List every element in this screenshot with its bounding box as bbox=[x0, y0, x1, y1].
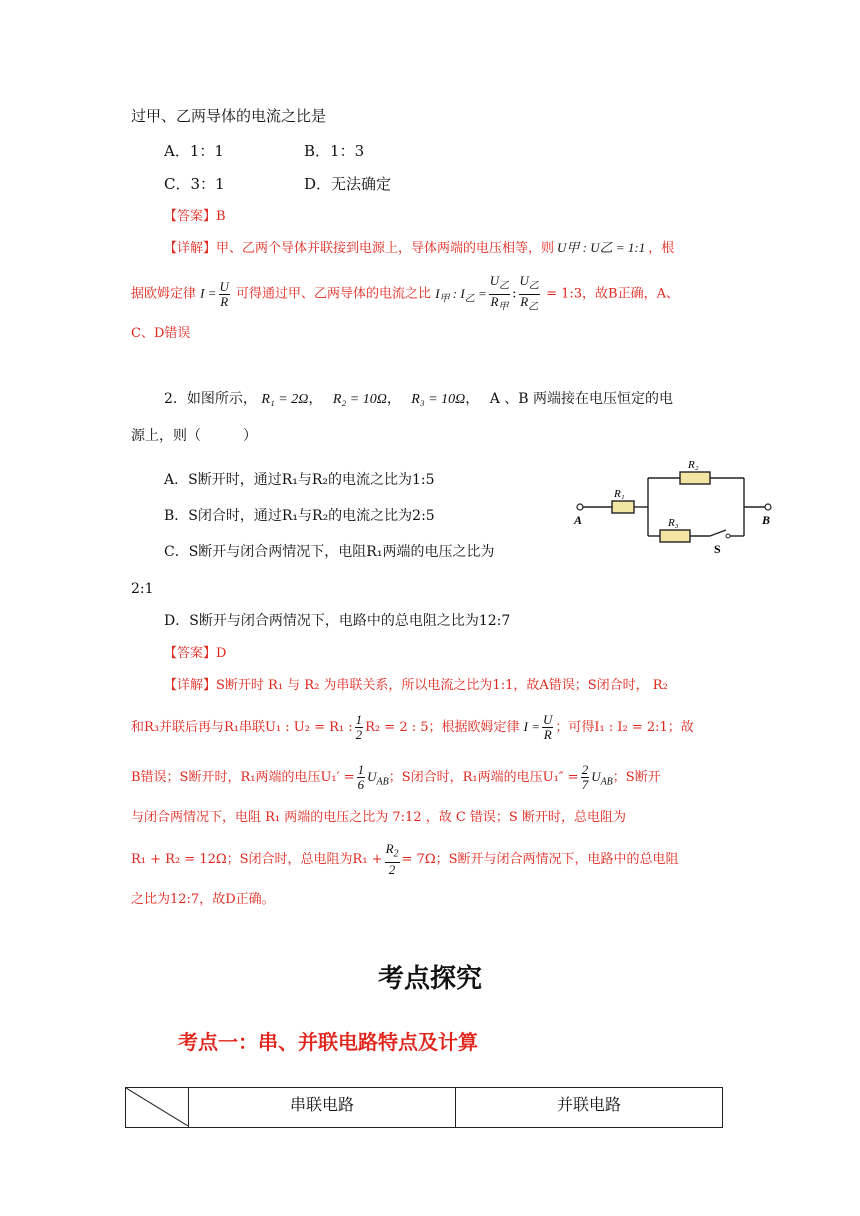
label-b: B bbox=[762, 513, 771, 527]
q2-detail-line1: 【详解】S断开时 R₁ 与 R₂ 为串联关系，所以电流之比为1:1，故A错误；S闭合时， R₂ bbox=[164, 678, 668, 693]
q2-detail-line5: R₁ + R₂ = 12Ω；S闭合时，总电阻为R₁ + $\frac{R_2}{2}$ = 7Ω；S断开与闭合两情况下，电路中的总电阻 bbox=[131, 841, 679, 877]
q1-answer: 【答案】B bbox=[164, 209, 226, 224]
circuit-diagram bbox=[572, 452, 782, 562]
label-s: S bbox=[714, 542, 721, 556]
q1-option-c: C．3：1 bbox=[164, 175, 225, 193]
q1-detail-line1: 【详解】甲、乙两个导体并联接到电源上，导体两端的电压相等，则 U甲 : U乙 = 1:1 ，根 bbox=[164, 240, 675, 256]
q2-option-c-cont: 2:1 bbox=[131, 581, 154, 597]
q1-stem: 过甲、乙两导体的电流之比是 bbox=[131, 107, 327, 125]
q2-stem-line1: 2．如图所示， R₁ = 2Ω， R₂ = 10Ω， R₃ = 10Ω， A 、B 两端接在电压恒定的电 bbox=[164, 391, 674, 407]
q1-detail-line2: 据欧姆定律 I = $\frac{U}{R}$ 可得通过甲、乙两导体的电流之比 $I_甲$ : $I_乙$ = $\frac{U_乙}{R_甲}$ : $\frac{U_乙}{R_乙}$ = 1:3，故B正确，A、 bbox=[131, 273, 679, 313]
q2-option-a: A．S断开时，通过R₁与R₂的电流之比为1:5 bbox=[164, 472, 435, 488]
q2-answer: 【答案】D bbox=[164, 646, 227, 661]
section-title: 考点探究 bbox=[377, 964, 482, 994]
q2-option-c: C．S断开与闭合两情况下，电阻R₁两端的电压之比为 bbox=[164, 544, 495, 560]
q2-stem-line2: 源上，则（ ） bbox=[131, 428, 257, 444]
q1-option-d: D．无法确定 bbox=[304, 175, 392, 193]
q2-detail-line3: B错误；S断开时，R₁两端的电压U₁′ = $\frac{1}{6}$ $U_{AB}$；S闭合时，R₁两端的电压U₁″ = $\frac{2}{7}$ $U_{AB}$；S断开 bbox=[131, 762, 661, 792]
table-header-parallel: 并联电路 bbox=[456, 1088, 723, 1128]
q2-option-b: B．S闭合时，通过R₁与R₂的电流之比为2:5 bbox=[164, 508, 435, 524]
q2-option-d: D．S断开与闭合两情况下，电路中的总电阻之比为12:7 bbox=[164, 613, 511, 629]
resistor-r2 bbox=[680, 472, 710, 484]
resistor-r3 bbox=[660, 530, 690, 542]
q1-detail-line3: C、D错误 bbox=[131, 326, 191, 341]
comparison-table bbox=[125, 1087, 723, 1128]
label-r1: R₁ bbox=[614, 488, 625, 500]
q2-detail-line6: 之比为12:7，故D正确。 bbox=[131, 892, 275, 907]
switch-s bbox=[710, 530, 726, 536]
subsection-title: 考点一：串、并联电路特点及计算 bbox=[178, 1030, 478, 1054]
q1-option-b: B．1：3 bbox=[304, 142, 365, 160]
q2-detail-line4: 与闭合两情况下，电阻 R₁ 两端的电压之比为 7:12 ，故 C 错误；S 断开时，总电阻为 bbox=[131, 810, 626, 825]
label-r3: R₃ bbox=[668, 517, 679, 529]
resistor-r1 bbox=[612, 501, 634, 513]
label-r2: R₂ bbox=[688, 459, 699, 471]
q2-detail-line2: 和R₃并联后再与R₁串联U₁ : U₂ = R₁ : $\frac{1}{2}$ R₂ = 2 : 5；根据欧姆定律 I = $\frac{U}{R}$ ；可得I₁ : I₂ = 2:1；故 bbox=[131, 712, 694, 742]
table-corner-cell bbox=[126, 1088, 189, 1128]
table-header-series: 串联电路 bbox=[189, 1088, 456, 1128]
table-header-row bbox=[126, 1088, 723, 1128]
diagonal-line-icon bbox=[126, 1088, 188, 1126]
label-a: A bbox=[574, 513, 583, 527]
q1-option-a: A．1：1 bbox=[164, 142, 224, 160]
